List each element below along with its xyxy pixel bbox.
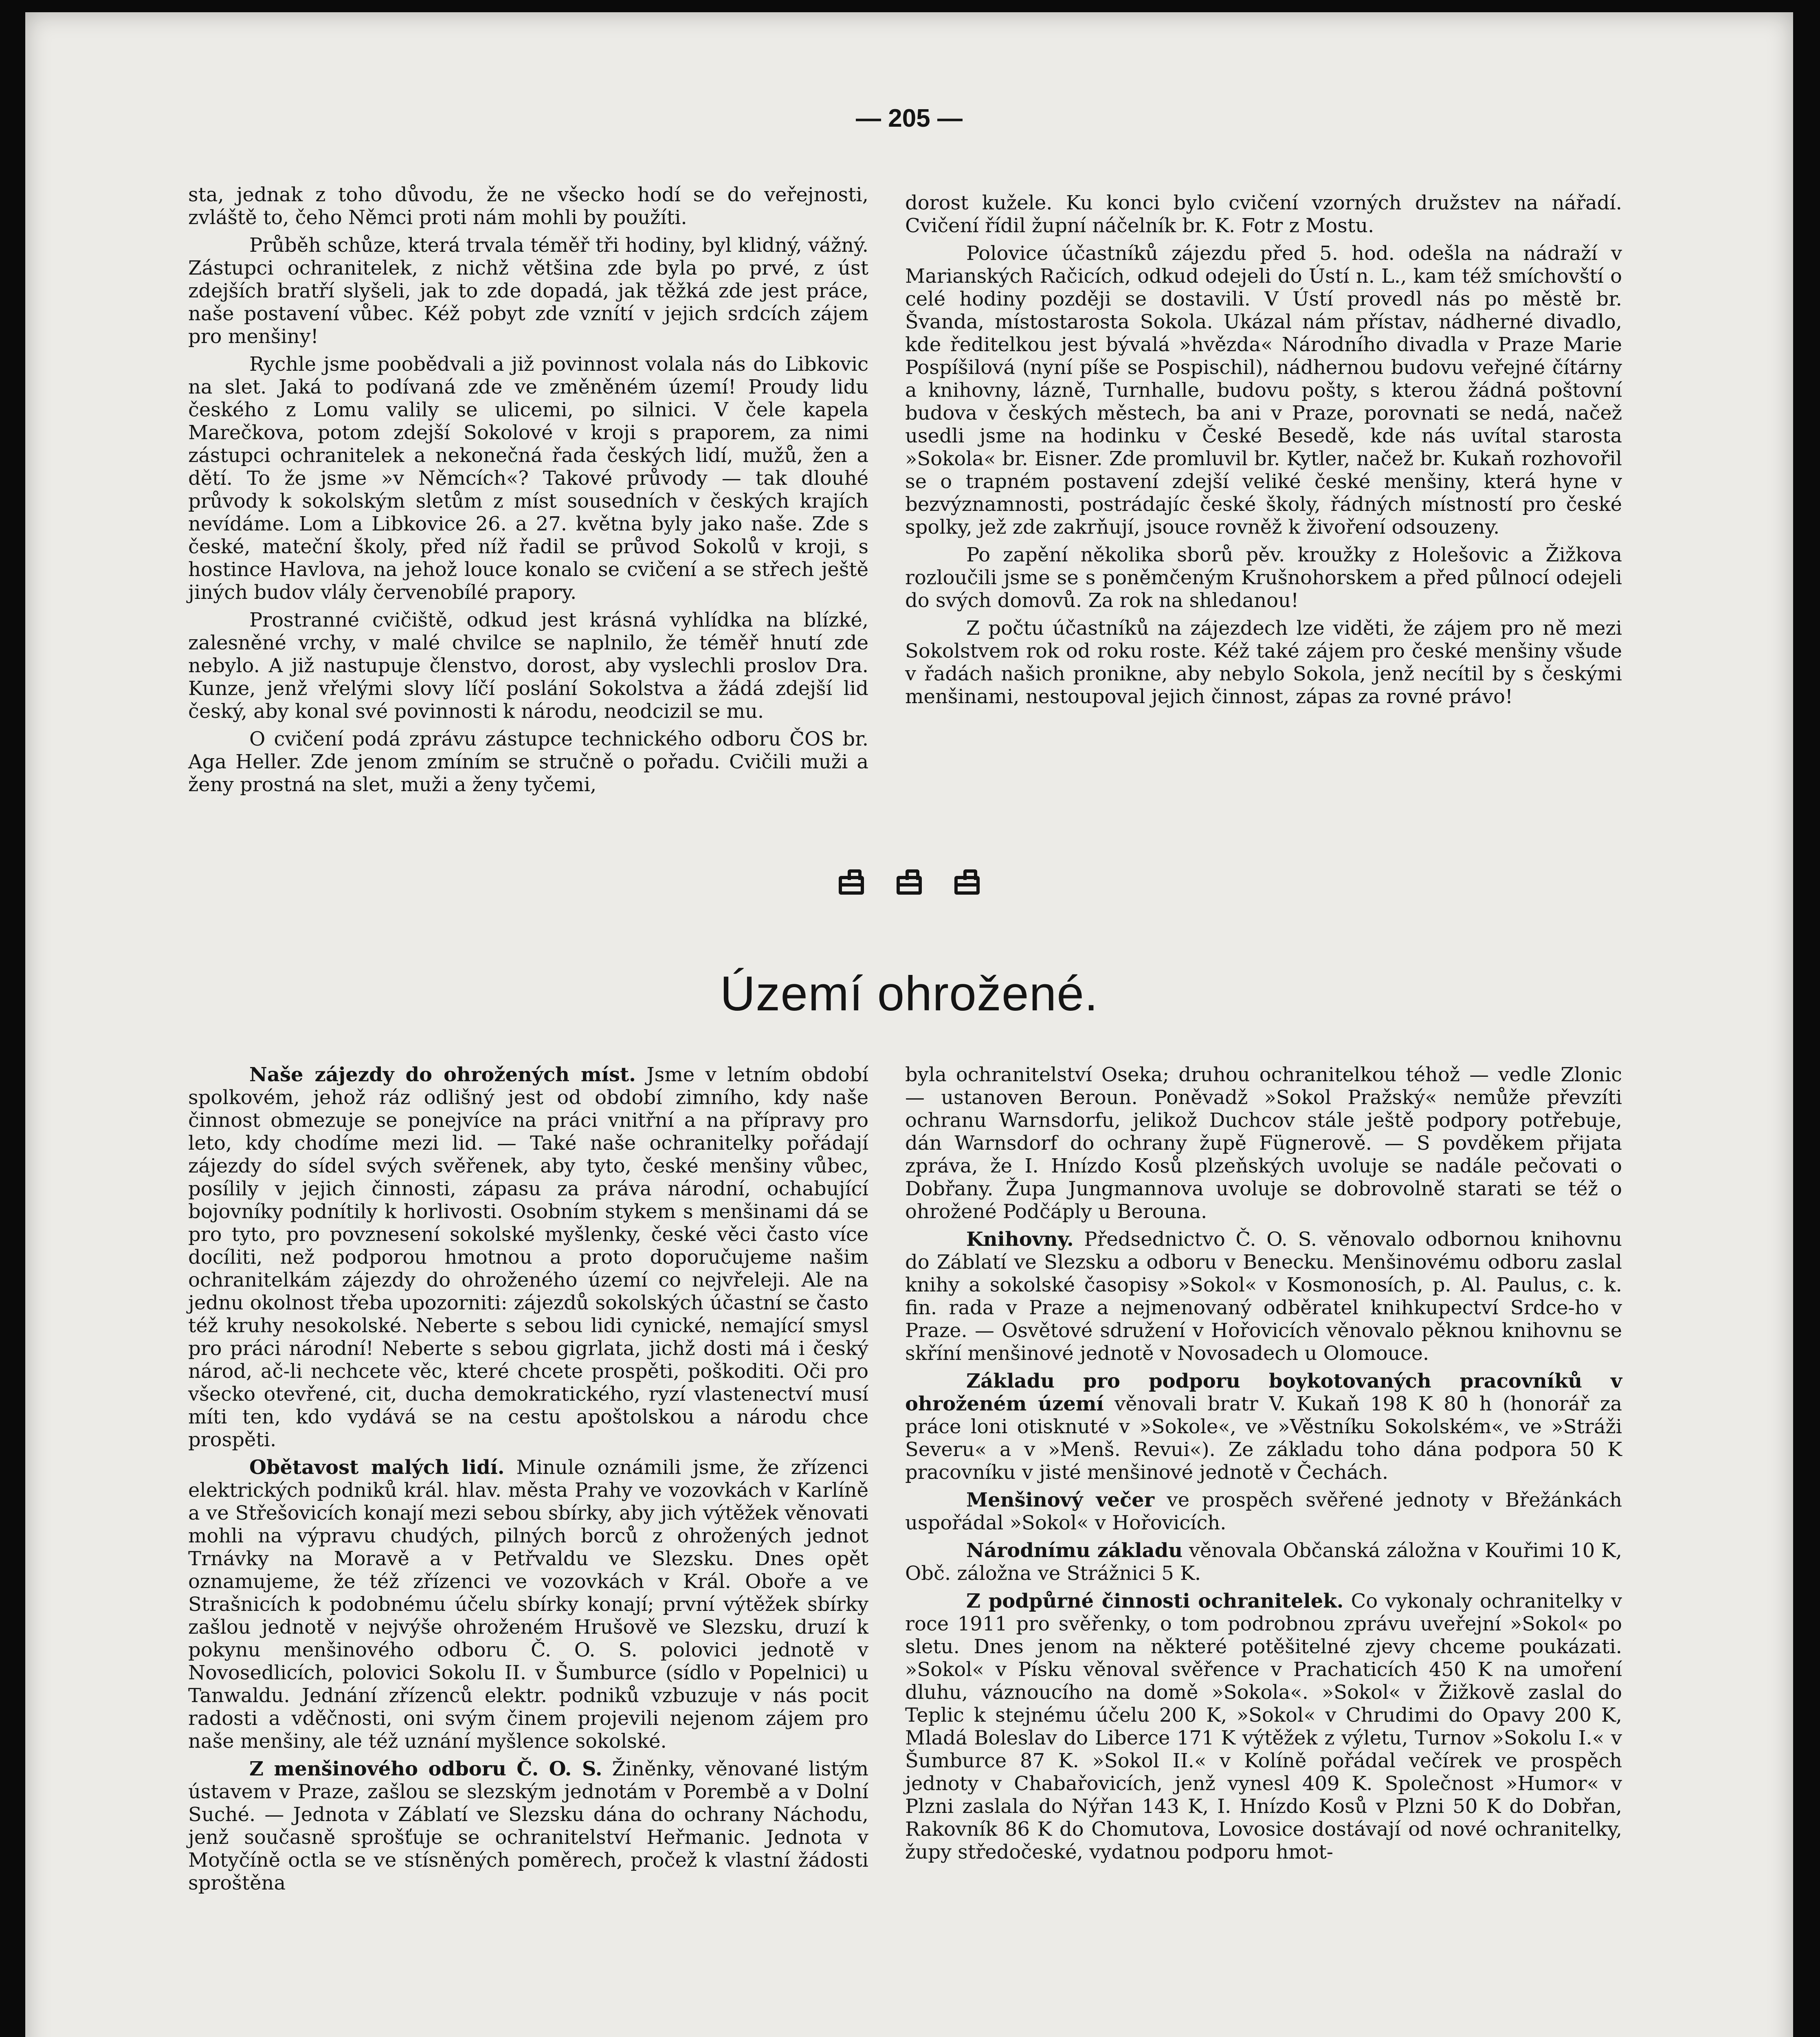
section-divider [25,876,1793,895]
paragraph: Průběh schůze, která trvala téměř tři hodiny, byl klidný, vážný. Zástupci ochranitelek, z nichž většina zde byla po prvé, z úst zdejších bratří slyšeli, jak to zde dopadá, jak těžká zde jest práce, naše postavení vůbec. Kéž pobyt zde vznítí v jejich srdcích zájem pro menšiny! [188,234,868,348]
paragraph-text: Co vykonaly ochranitelky v roce 1911 pro svěřenky, o tom podrobnou zprávu uveřejní »Sokol« po sletu. Dnes jenom na některé potěšitelné zjevy chceme poukázati. »Sokol« v Písku věnoval svěřence v Prachaticích 450 K na umoření dluhu, váznoucího na domě »Sokola«. »Sokol« v Žižkově zaslal do Teplic k stejnému účelu 200 K, »Sokol« v Chrudimi do Opavy 200 K, Mladá Boleslav do Liberce 171 K výtěžek z výletu, Turnov »Sokolu I.« v Šumburce 87 K. »Sokol II.« v Kolíně pořádal večírek ve prospěch jednoty v Chabařovicích, jenž vynesl 409 K. Společnost »Humor« v Plzni zaslala do Nýřan 143 K, I. Hnízdo Kosů v Plzni 50 K do Dobřan, Rakovník 86 K do Chomutova, Lovosice dostávají od nové ochranitelky, župy středočeské, vydatnou podporu hmot- [905,1590,1622,1863]
paragraph-text: ve prospěch svěřené jednoty v Břežánkách uspořádal »Sokol« v Hořovicích. [905,1489,1622,1534]
paragraph: Po zapění několika sborů pěv. kroužky z Holešovic a Žižkova rozloučili jsme se s poněmčeným Krušnohorskem a před půlnocí odejeli do svých domovů. Za rok na shledanou! [905,543,1622,612]
paragraph: dorost kužele. Ku konci bylo cvičení vzorných družstev na nářadí. Cvičení řídil župní náčelník br. K. Fotr z Mostu. [905,191,1622,237]
paragraph: Rychle jsme poobědvali a již povinnost volala nás do Libkovic na slet. Jaká to podívaná zde ve změněném území! Proudy lidu českého z Lomu valily se ulicemi, po silnici. V čele kapela Marečkova, potom zdejší Sokolové v kroji s praporem, za nimi zástupci ochranitelek a nekonečná řada českých lidí, mužů, žen a dětí. To že jsme »v Němcích«? Takové průvody — tak dlouhé průvody k sokolským sletům z míst sousedních v českých krajích nevídáme. Lom a Libkovice 26. a 27. května byly jako naše. Zde s české, mateční školy, před níž řadil se průvod Sokolů v kroji, s hostince Havlova, na jehož louce konalo se cvičení a se střech ještě jiných budov vlály červenobílé prapory. [188,353,868,604]
paragraph-text: Žiněnky, věnované listým ústavem v Praze, zašlou se slezským jednotám v Porembě a v Dolní Suché. — Jednota v Záblatí ve Slezsku dána do ochrany Náchodu, jenž současně sprošťuje se ochranitelství Heřmanic. Jednota v Motyčíně octla se ve stísněných poměrech, pročež k vlastní žádosti sproštěna [188,1758,868,1894]
paragraph [905,1063,1622,1223]
paragraph-text: Minule oznámili jsme, že zřízenci elektrických podniků král. hlav. města Prahy ve vozovkách v Karlíně a ve Střešovicích konají mezi sebou sbírky, aby jich výtěžek věnovati mohli na výpravu chudých, pilných borců z ohrožených jednot Trnávky na Moravě a v Petřvaldu ve Slezsku. Dnes opět oznamujeme, že též zřízenci ve vozovkách v Král. Oboře a ve Strašnicích k podobnému účelu sbírky konají; první výtěžek sbírky zašlou jednotě v nejvýše ohroženém Hrušově ve Slezsku, druzí k pokynu menšinového odboru Č. O. S. polovici jednotě v Novosedlicích, polovici Sokolu II. v Šumburce (sídlo v Popelnici) u Tanwaldu. Jednání zřízenců elektr. podniků vzbuzuje v nás pocit radosti a vděčnosti, oni svým činem projevili nejenom zájem pro naše menšiny, ale též uznání myšlence sokolské. [188,1456,868,1753]
paragraph: Z počtu účastníků na zájezdech lze viděti, že zájem pro ně mezi Sokolstvem rok od roku roste. Kéž také zájem pro české menšiny všude v řadách našich pronikne, aby nebylo Sokola, jenž necítil by s českými menšinami, nestoupoval jejich činnost, zápas za rovné právo! [905,617,1622,708]
paragraph: Polovice účastníků zájezdu před 5. hod. odešla na nádraží v Marianských Račicích, odkud odejeli do Ústí n. L., kam též smíchovští o celé hodiny později se dostavili. V Ústí provedl nás po městě br. Švanda, místostarosta Sokola. Ukázal nám přístav, nádherné divadlo, kde ředitelkou jest bývalá »hvězda« Národního divadla v Praze Marie Pospíšilová (nyní píše se Pospischil), nádhernou budovu veřejné čítárny a knihovny, lázně, Turnhalle, budovu pošty, s kterou žádná poštovní budova v českých městech, ba ani v Praze, porovnati se nedá, načež usedli jsme na hodinku v České Besedě, kde nás uvítal starosta »Sokola« br. Eisner. Zde promluvil br. Kytler, načež br. Kukaň rozhovořil se o trapném postavení zdejší veliké české menšiny, která hyne v bezvýznamnosti, postrádajíc české školy, řádných místností pro české spolky, jež zde zakrňují, jsouce rovněž k živoření odsouzeny. [905,242,1622,539]
page [25,12,1793,2037]
paragraph-lead: Knihovny. [966,1228,1074,1251]
paragraph-text: věnovala Občanská záložna v Kouřimi 10 K, Obč. záložna ve Strážnici 5 K. [905,1539,1622,1585]
paragraph-lead: Menšinový večer [966,1489,1154,1511]
paragraph-lead: Základu pro podporu boykotovaných pracovníků v ohroženém území [905,1370,1622,1415]
paragraph [905,1370,1622,1484]
article-top-right-column [905,191,1622,708]
paragraph [905,1539,1622,1585]
paragraph [188,1758,868,1894]
paragraph-text: Jsme v letním období spolkovém, jehož ráz odlišný jest od období zimního, kdy naše činnost obmezuje se ponejvíce na práci vnitřní a na přípravy pro leto, kdy chodíme mezi lid. — Také naše ochranitelky pořádají zájezdy do sídel svých svěřenek, aby tyto, české menšiny vůbec, posílily v jejich činnosti, zápasu za práva národní, ochabující bojovníky podnítily k horlivosti. Osobním stykem s menšinami dá se pro tyto, pro povznesení sokolské myšlenky, české věci často více docíliti, než podporou hmotnou a proto doporučujeme našim ochranitelkám zájezdy do ohroženého území co nejvřeleji. Ale na jednu okolnost třeba upozorniti: zájezdů sokolských účastní se často též kruhy nesokolské. Neberte s sebou lidi cynické, nemající smysl pro práci národní! Neberte s sebou gigrlata, jichž dosti má i český národ, ač-li nechcete věc, které chcete prospěti, poškoditi. Oči pro všecko otevřené, cit, ducha demokratického, ryzí vlastenectví musí míti ten, kdo vydává se na cestu apoštolskou a národu chce prospěti. [188,1063,868,1451]
ornament-icon [839,876,864,895]
paragraph: sta, jednak z toho důvodu, že ne všecko hodí se do veřejnosti, zvláště to, čeho Němci proti nám mohli by použíti. [188,183,868,229]
ornament-icon [897,876,922,895]
paragraph [188,1456,868,1753]
section-title: Území ohrožené. [720,966,1099,1021]
paragraph [905,1590,1622,1863]
article-top-left-column [188,183,868,796]
paragraph-text: věnovali bratr V. Kukaň 198 K 80 h (honorář za práce loni otisknuté v »Sokole«, ve »Věstníku Sokolském«, ve »Stráži Severu« a v »Menš. Revui«). Ze základu toho dána podpora 50 K pracovníku v jisté menšinové jednotě v Čechách. [905,1392,1622,1484]
paragraph [905,1489,1622,1534]
paragraph-lead: Národnímu základu [966,1539,1183,1562]
paragraph-text: Předsednictvo Č. O. S. věnovalo odbornou knihovnu do Záblatí ve Slezsku a odboru v Benecku. Menšinovému odboru zaslal knihy a sokolské časopisy »Sokol« v Kosmonosích, p. Al. Paulus, c. k. fin. rada v Praze a nejmenovaný odběratel knihkupectví Srdce-ho v Praze. — Osvětové sdružení v Hořovicích věnovalo pěknou knihovnu se skříní menšinové jednotě v Novosadech u Olomouce. [905,1228,1622,1365]
ornament-icon [954,876,980,895]
paragraph-lead: Obětavost malých lidí. [249,1456,505,1479]
paragraph [188,1063,868,1451]
paragraph-text: byla ochranitelství Oseka; druhou ochranitelkou téhož — vedle Zlonic — ustanoven Beroun. Poněvadž »Sokol Pražský« nemůže převzíti ochranu Warnsdorfu, jelikož Duchcov stále ještě podpory potřebuje, dán Warnsdorf do ochrany župě Fügnerově. — S povděkem přijata zpráva, že I. Hnízdo Kosů plzeňských uvoluje se nadále pečovati o Dobřany. Župa Jungmannova uvoluje se dobrovolně starati se též o ohrožené Podčáply u Berouna. [905,1063,1622,1223]
article-bottom-right-column [905,1063,1622,1863]
paragraph: Prostranné cvičiště, odkud jest krásná vyhlídka na blízké, zalesněné vrchy, v malé chvilce se naplnilo, že téměř hnutí zde nebylo. A již nastupuje členstvo, dorost, aby vyslechli proslov Dra. Kunze, jenž vřelými slovy líčí poslání Sokolstva a žádá zdejší lid český, aby konal své povinnosti k národu, neodcizil se mu. [188,609,868,723]
paragraph-lead: Naše zájezdy do ohrožených míst. [249,1063,636,1086]
paragraph-lead: Z podpůrné činnosti ochranitelek. [966,1590,1344,1612]
paragraph-lead: Z menšinového odboru Č. O. S. [249,1758,602,1780]
paragraph: O cvičení podá zprávu zástupce technického odboru ČOS br. Aga Heller. Zde jenom zmíním se stručně o pořadu. Cvičili muži a ženy prostná na slet, muži a ženy tyčemi, [188,728,868,796]
page-number: — 205 — [856,104,963,132]
article-bottom-left-column [188,1063,868,1894]
paragraph [905,1228,1622,1365]
